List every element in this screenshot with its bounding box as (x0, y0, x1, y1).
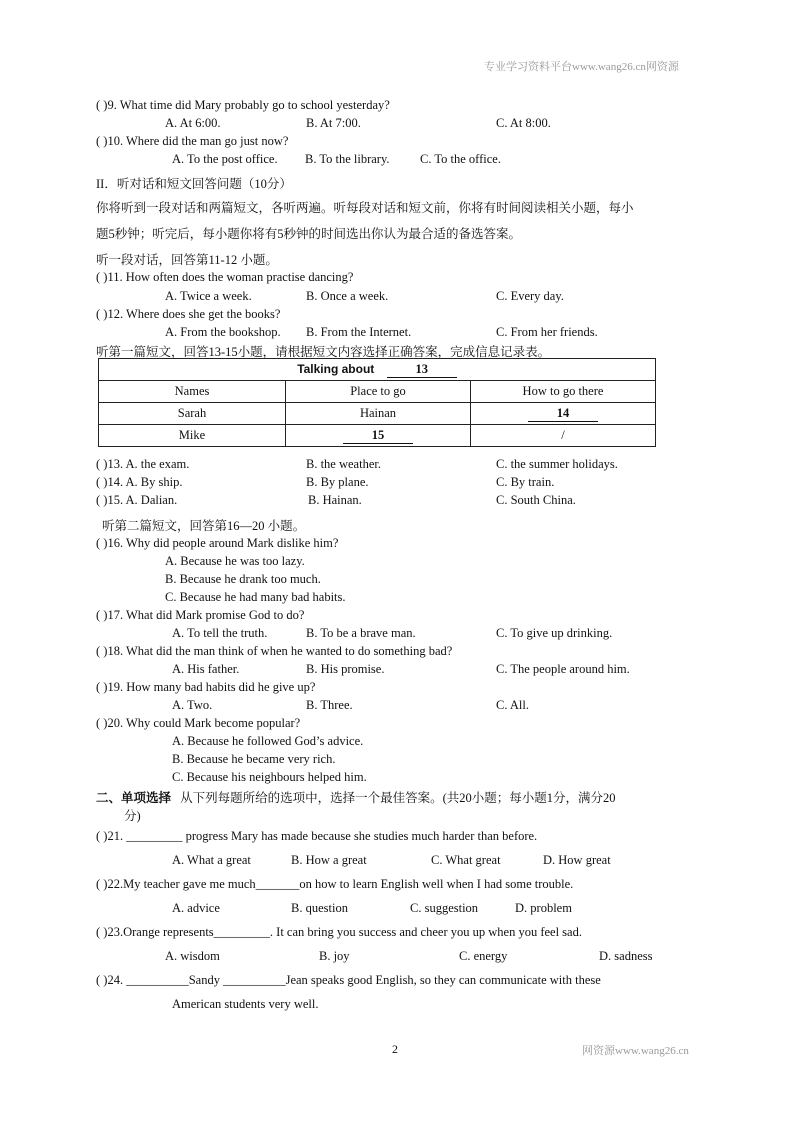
question-12-stem: ( )12. Where does she get the books? (96, 307, 281, 321)
question-21-option-b: B. How a great (291, 853, 367, 867)
page-header: 专业学习资料平台www.wang26.cn网资源 (484, 61, 679, 73)
question-22-option-b: B. question (291, 901, 348, 915)
question-9-option-b: B. At 7:00. (306, 116, 361, 130)
part-2-desc-line2: 分) (124, 809, 141, 823)
page-number: 2 (392, 1042, 398, 1056)
question-14-stem: ( )14. A. By ship. (96, 475, 183, 489)
section-2-intro-line1: 你将听到一段对话和两篇短文，各听两遍。听每段对话和短文前，你将有时间阅读相关小题，每小 (96, 201, 634, 215)
question-16-option-a: A. Because he was too lazy. (165, 554, 305, 568)
header-how: How to go there (471, 381, 656, 403)
part-2-heading (96, 788, 616, 806)
question-22-option-c: C. suggestion (410, 901, 479, 915)
part-2-desc-line1: 从下列每题所给的选项中，选择一个最佳答案。(共20小题；每小题1分，满分20 (180, 791, 616, 805)
blank-13: 13 (387, 362, 457, 378)
question-9-option-a: A. At 6:00. (165, 116, 221, 130)
question-23-option-b: B. joy (319, 949, 350, 963)
question-18-option-a: A. His father. (172, 662, 240, 676)
question-20-option-b: B. Because he became very rich. (172, 752, 336, 766)
question-21-stem: ( )21. _________ progress Mary has made because she studies much harder than before. (96, 829, 538, 843)
question-23-option-c: C. energy (459, 949, 508, 963)
question-21-option-a: A. What a great (172, 853, 251, 867)
question-22-option-d: D. problem (515, 901, 572, 915)
question-20-stem: ( )20. Why could Mark become popular? (96, 716, 301, 730)
question-16-option-c: C. Because he had many bad habits. (165, 590, 346, 604)
question-13-option-b: B. the weather. (306, 457, 381, 471)
info-record-table (98, 358, 656, 447)
question-22-stem: ( )22.My teacher gave me much_______on how to learn English well when I had some trouble. (96, 877, 574, 891)
question-23-stem: ( )23.Orange represents_________. It can bring you success and cheer you up when you feel sad. (96, 925, 582, 939)
passage-1-instruction: 听第一篇短文，回答13-15小题，请根据短文内容选择正确答案，完成信息记录表。 (96, 345, 551, 359)
question-24-continuation: American students very well. (172, 997, 319, 1011)
question-12-option-a: A. From the bookshop. (165, 325, 281, 339)
question-15-option-b: B. Hainan. (308, 493, 362, 507)
question-19-stem: ( )19. How many bad habits did he give up? (96, 680, 316, 694)
question-23-option-a: A. wisdom (165, 949, 220, 963)
question-18-option-c: C. The people around him. (496, 662, 630, 676)
table-title-cell (99, 359, 656, 381)
part-2-title: 二、单项选择 (96, 791, 172, 805)
question-14-option-b: B. By plane. (306, 475, 369, 489)
question-24-stem: ( )24. __________Sandy __________Jean speaks good English, so they can communicate with these (96, 973, 601, 987)
question-20-option-c: C. Because his neighbours helped him. (172, 770, 367, 784)
question-10-option-b: B. To the library. (305, 152, 390, 166)
passage-2-instruction: 听第二篇短文，回答第16—20 小题。 (102, 519, 306, 533)
question-12-option-c: C. From her friends. (496, 325, 598, 339)
question-11-option-c: C. Every day. (496, 289, 564, 303)
question-18-stem: ( )18. What did the man think of when he wanted to do something bad? (96, 644, 453, 658)
question-16-stem: ( )16. Why did people around Mark dislike him? (96, 536, 339, 550)
cell-sarah: Sarah (99, 403, 286, 425)
cell-hainan: Hainan (286, 403, 471, 425)
question-9-option-c: C. At 8:00. (496, 116, 551, 130)
question-13-option-c: C. the summer holidays. (496, 457, 618, 471)
question-15-option-c: C. South China. (496, 493, 576, 507)
question-21-option-c: C. What great (431, 853, 501, 867)
question-15-stem: ( )15. A. Dalian. (96, 493, 178, 507)
question-19-option-b: B. Three. (306, 698, 353, 712)
header-names: Names (99, 381, 286, 403)
question-16-option-b: B. Because he drank too much. (165, 572, 321, 586)
blank-15: 15 (343, 428, 413, 444)
question-11-option-a: A. Twice a week. (165, 289, 252, 303)
question-22-option-a: A. advice (172, 901, 220, 915)
header-place: Place to go (286, 381, 471, 403)
question-10-option-c: C. To the office. (420, 152, 501, 166)
cell-blank-14-wrap (471, 403, 656, 425)
page-footer-site: 网资源www.wang26.cn (582, 1045, 689, 1057)
question-21-option-d: D. How great (543, 853, 611, 867)
question-23-option-d: D. sadness (599, 949, 653, 963)
question-17-option-a: A. To tell the truth. (172, 626, 268, 640)
question-17-option-b: B. To be a brave man. (306, 626, 416, 640)
cell-slash: / (471, 425, 656, 447)
question-10-option-a: A. To the post office. (172, 152, 278, 166)
section-2-title: II．听对话和短文回答问题（10分） (96, 177, 292, 191)
question-11-stem: ( )11. How often does the woman practise dancing? (96, 270, 354, 284)
blank-14: 14 (528, 406, 598, 422)
question-17-option-c: C. To give up drinking. (496, 626, 613, 640)
question-17-stem: ( )17. What did Mark promise God to do? (96, 608, 305, 622)
question-19-option-a: A. Two. (172, 698, 213, 712)
dialog-instruction: 听一段对话，回答第11-12 小题。 (96, 253, 278, 267)
cell-blank-15-wrap (286, 425, 471, 447)
question-18-option-b: B. His promise. (306, 662, 385, 676)
table-title: Talking about (297, 361, 375, 376)
question-11-option-b: B. Once a week. (306, 289, 389, 303)
question-10-stem: ( )10. Where did the man go just now? (96, 134, 289, 148)
question-12-option-b: B. From the Internet. (306, 325, 412, 339)
question-20-option-a: A. Because he followed God’s advice. (172, 734, 364, 748)
question-9-stem: ( )9. What time did Mary probably go to school yesterday? (96, 98, 390, 112)
question-19-option-c: C. All. (496, 698, 529, 712)
question-13-stem: ( )13. A. the exam. (96, 457, 190, 471)
section-2-intro-line2: 题5秒钟；听完后，每小题你将有5秒钟的时间选出你认为最合适的备选答案。 (96, 227, 522, 241)
question-14-option-c: C. By train. (496, 475, 555, 489)
cell-mike: Mike (99, 425, 286, 447)
